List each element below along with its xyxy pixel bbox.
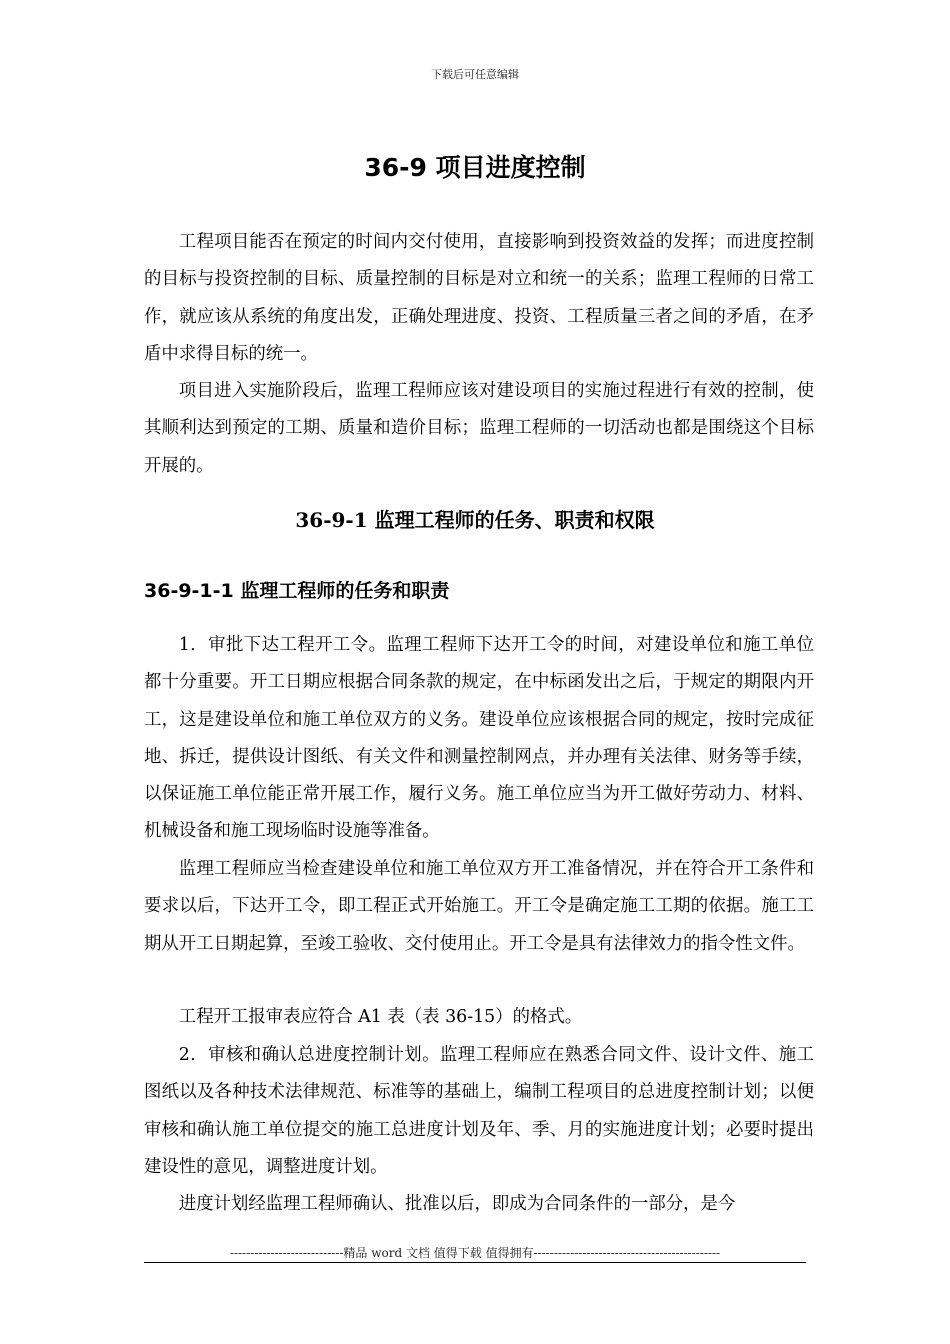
footer-note: ----------------------------精品 word 文档 值得下载 值得拥有---------------------------------------------- xyxy=(229,1246,721,1260)
body-paragraph-2: 监理工程师应当检查建设单位和施工单位双方开工准备情况，并在符合开工条件和要求以后，下达开工令，即工程正式开始施工。开工令是确定施工工期的依据。施工工期从开工日期起算，至竣工验收、交付使用止。开工令是具有法律效力的指令性文件。 xyxy=(144,859,814,954)
body-paragraph-3: 工程开工报审表应符合 A1 表（表 36-15）的格式。 xyxy=(178,1007,583,1027)
intro-paragraph-2: 项目进入实施阶段后，监理工程师应该对建设项目的实施过程进行有效的控制，使其顺利达到预定的工期、质量和造价目标；监理工程师的一切活动也都是围绕这个目标开展的。 xyxy=(144,381,814,476)
page-title: 36-9 项目进度控制 xyxy=(364,153,586,182)
body-paragraph-5: 进度计划经监理工程师确认、批准以后，即成为合同条件的一部分，是今 xyxy=(178,1194,736,1214)
body-paragraph-4: 2．审核和确认总进度控制计划。监理工程师应在熟悉合同文件、设计文件、施工图纸以及各种技术法律规范、标准等的基础上，编制工程项目的总进度控制计划；以便审核和确认施工单位提交的施工总进度计划及年、季、月的实施进度计划；必要时提出建设性的意见，调整进度计划。 xyxy=(144,1045,814,1177)
section-heading: 36-9-1 监理工程师的任务、职责和权限 xyxy=(295,508,655,532)
intro-paragraph-1: 工程项目能否在预定的时间内交付使用，直接影响到投资效益的发挥；而进度控制的目标与投资控制的目标、质量控制的目标是对立和统一的关系；监理工程师的日常工作，就应该从系统的角度出发，正确处理进度、投资、工程质量三者之间的矛盾，在矛盾中求得目标的统一。 xyxy=(144,232,814,364)
header-note: 下载后可任意编辑 xyxy=(431,68,519,81)
subsection-heading: 36-9-1-1 监理工程师的任务和职责 xyxy=(144,580,450,602)
body-paragraph-1: 1．审批下达工程开工令。监理工程师下达开工令的时间，对建设单位和施工单位都十分重要。开工日期应根据合同条款的规定，在中标函发出之后，于规定的期限内开工，这是建设单位和施工单位双方的义务。建设单位应该根据合同的规定，按时完成征地、拆迁，提供设计图纸、有关文件和测量控制网点，并办理有关法律、财务等手续，以保证施工单位能正常开展工作，履行义务。施工单位应当为开工做好劳动力、材料、机械设备和施工现场临时设施等准备。 xyxy=(144,635,814,842)
footer-divider xyxy=(144,1262,806,1263)
